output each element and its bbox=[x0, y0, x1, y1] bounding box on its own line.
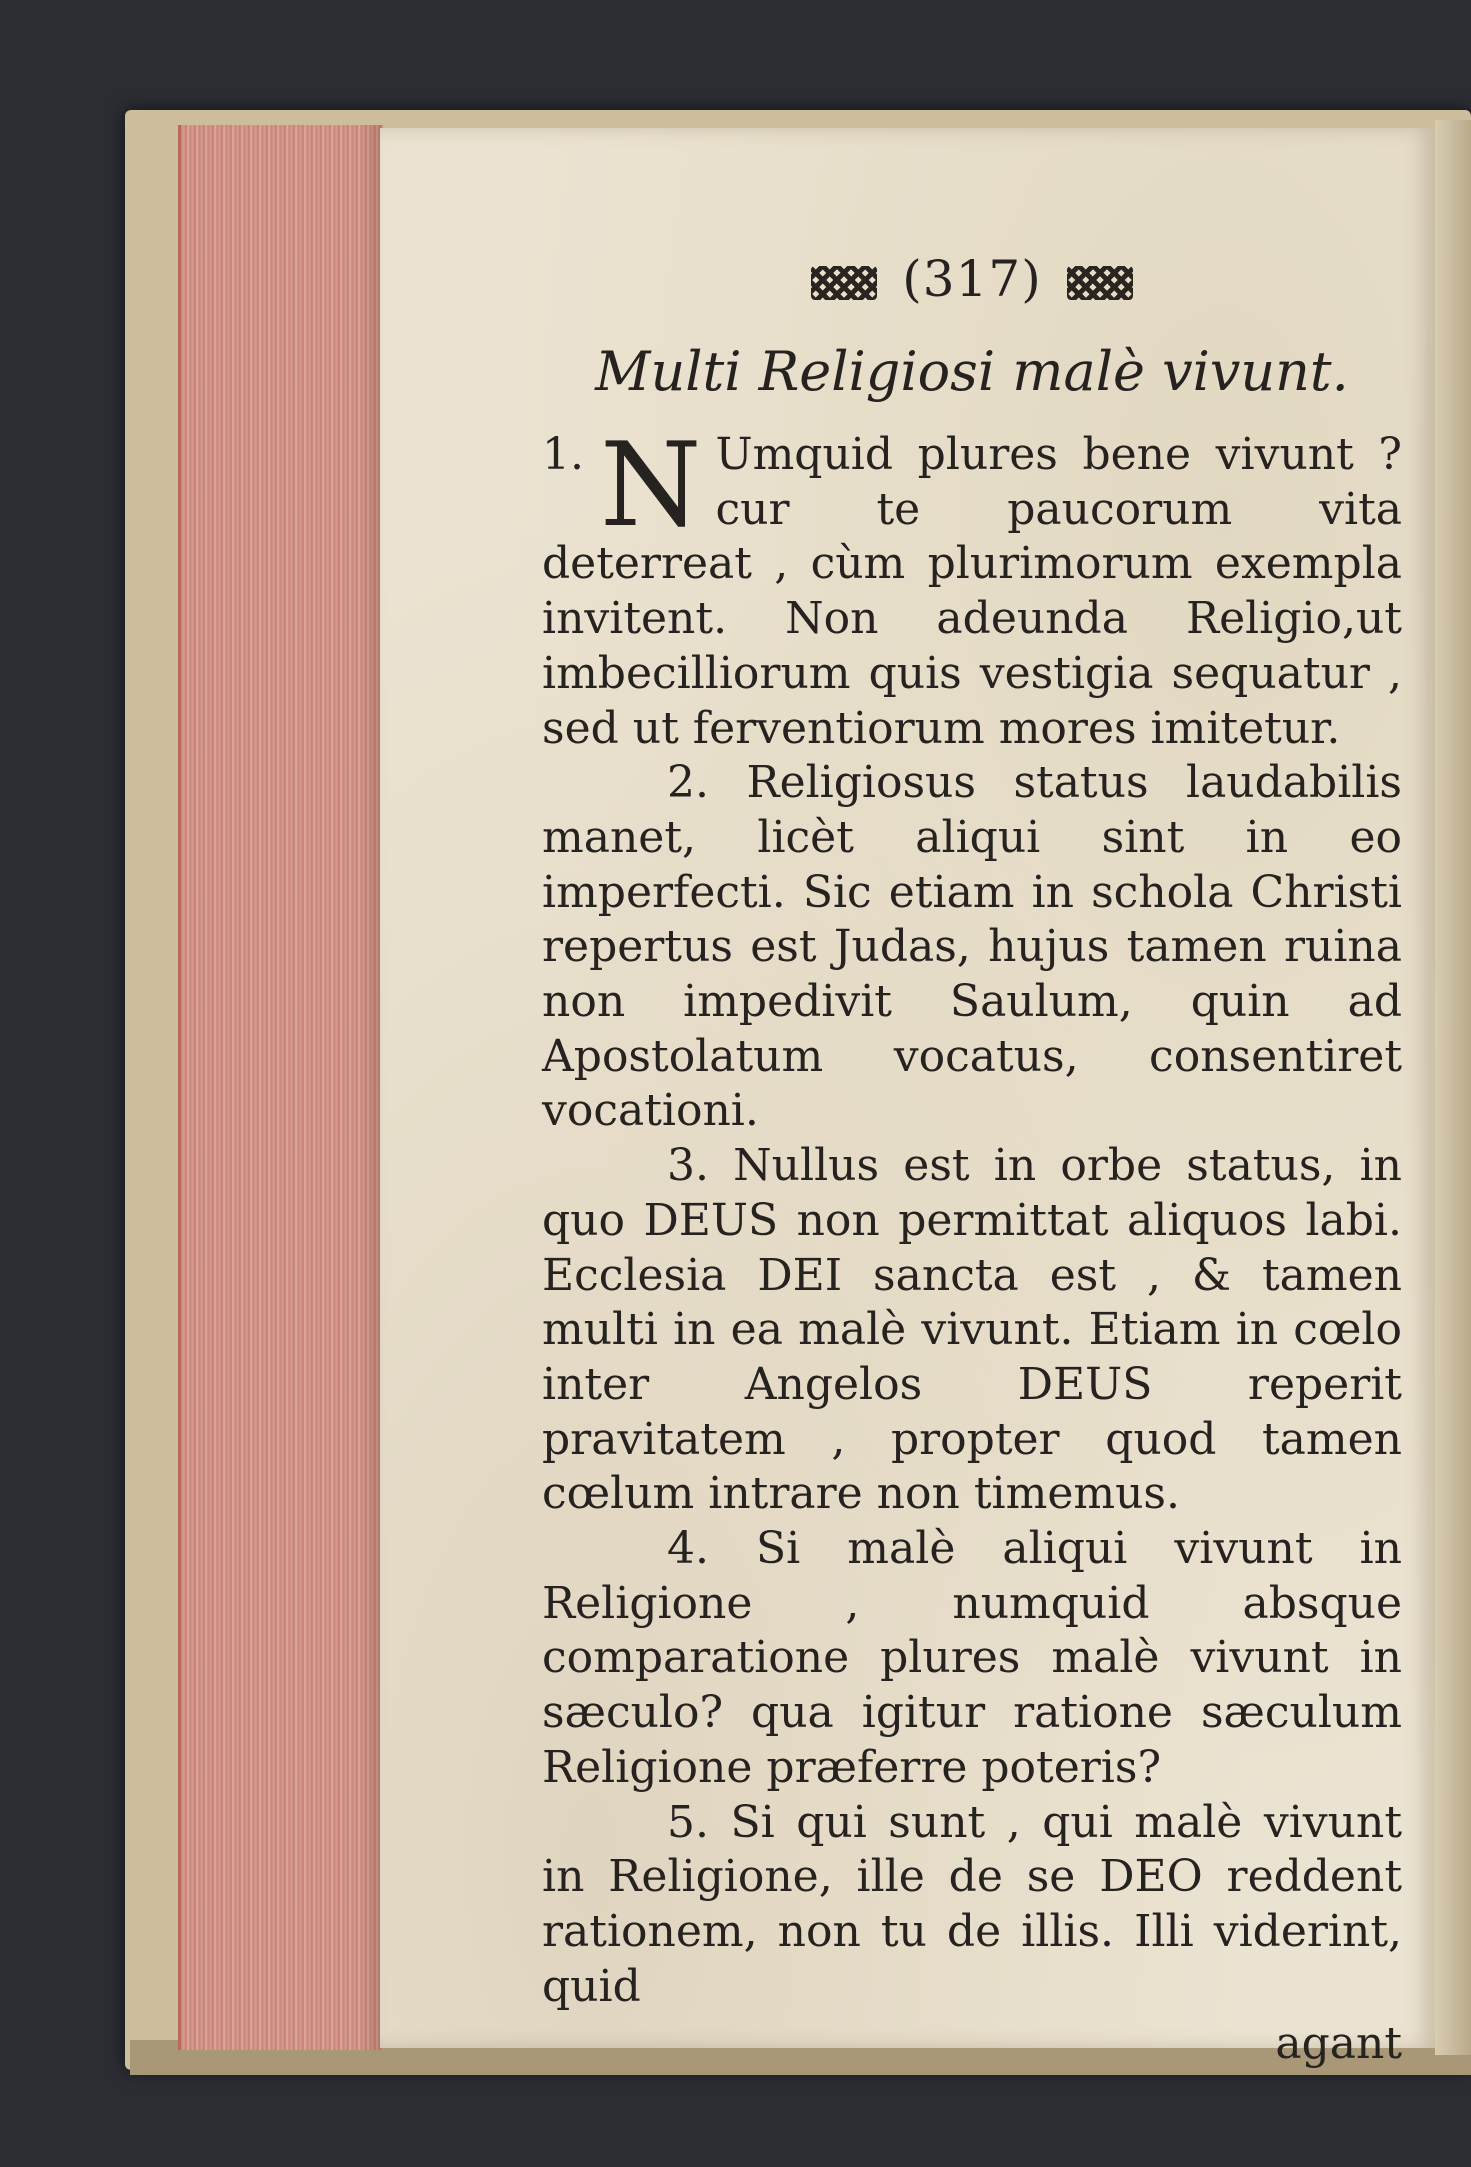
paragraph-4: 4. Si malè aliqui vivunt in Religione , numquid absque comparatione plures malè vivunt in sæculo? qua igitur ratione sæculum Religione præferre poteris? bbox=[542, 1523, 1402, 1793]
paragraph-5: 5. Si qui sunt , qui malè vivunt in Religione, ille de se DEO reddent rationem, non tu de illis. Illi viderint, quid bbox=[542, 1796, 1402, 2012]
paragraph-1 bbox=[542, 418, 1402, 756]
page-number: (317) bbox=[902, 250, 1042, 308]
running-head bbox=[542, 250, 1402, 308]
paragraph-2: 2. Religiosus status laudabilis manet, licèt aliqui sint in eo imperfecti. Sic etiam in schola Christi repertus est Judas, hujus tamen ruina non impedivit Saulum, quin ad Apostolatum vocatus, consentiret vocationi. bbox=[542, 757, 1402, 1137]
paragraph-3: 3. Nullus est in orbe status, in quo DEUS non permittat aliquos labi. Ecclesia DEI sancta est , & tamen multi in ea malè vivunt. Etiam in cœlo inter Angelos DEUS reperit pravitatem , propter quod tamen cœlum intrare non timemus. bbox=[542, 1140, 1402, 1520]
page-body bbox=[542, 418, 1402, 2014]
catchword: agant bbox=[1275, 2018, 1402, 2069]
gutter-shadow bbox=[360, 125, 382, 2050]
right-page-edge bbox=[1435, 120, 1471, 2055]
book-page bbox=[380, 128, 1435, 2069]
chapter-title: Multi Religiosi malè vivunt. bbox=[595, 340, 1349, 403]
paragraph-text: Umquid plures bene vivunt ? cur te paucorum vita deterreat , cùm plurimorum exempla invitent. Non adeunda Religio,ut imbecilliorum quis vestigia sequatur , sed ut ferventiorum mores imitetur. bbox=[542, 429, 1402, 754]
page-edges bbox=[178, 125, 383, 2050]
paragraph-number: 1. bbox=[542, 429, 584, 480]
ornament-left-icon bbox=[811, 266, 877, 300]
drop-cap: N bbox=[600, 418, 702, 553]
ornament-right-icon bbox=[1067, 266, 1133, 300]
